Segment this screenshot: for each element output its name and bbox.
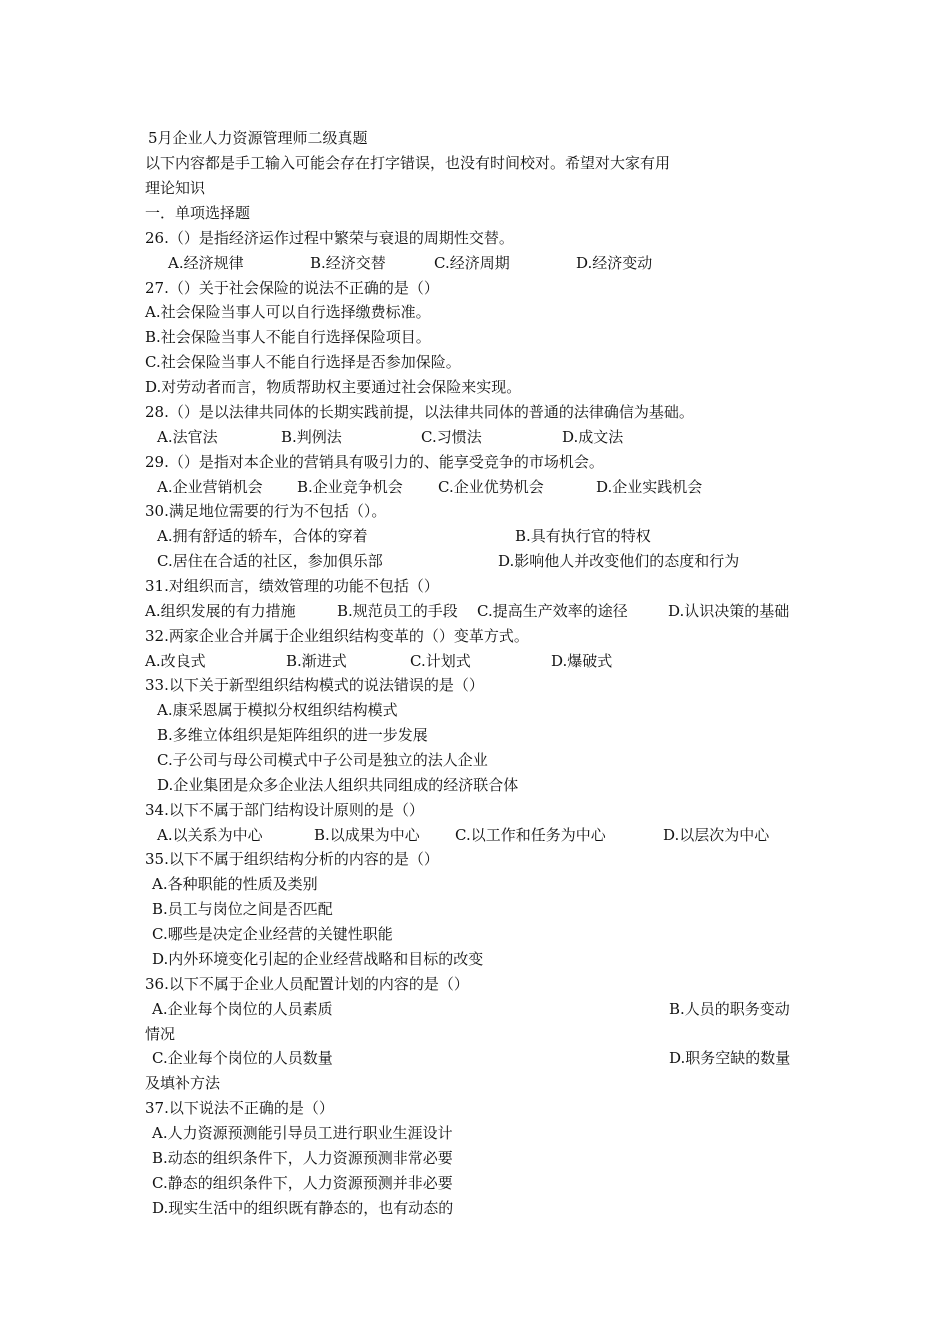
option-a: A.企业营销机会 <box>157 478 263 496</box>
doc-subtitle: 理论知识 <box>145 179 206 197</box>
question-26-stem: 26.（）是指经济运作过程中繁荣与衰退的周期性交替。 <box>145 229 514 247</box>
question-36-stem: 36.以下不属于企业人员配置计划的内容的是（） <box>145 975 469 993</box>
option-d: D.内外环境变化引起的企业经营战略和目标的改变 <box>152 950 484 968</box>
option-d: D.企业实践机会 <box>596 478 703 496</box>
option-c: C.社会保险当事人不能自行选择是否参加保险。 <box>145 353 461 371</box>
option-d: D.认识决策的基础 <box>668 602 790 620</box>
option-c: C.企业优势机会 <box>438 478 544 496</box>
option-d-continued: 及填补方法 <box>145 1074 221 1092</box>
section-heading: 一．单项选择题 <box>145 204 251 222</box>
option-c: C.居住在合适的社区，参加俱乐部 <box>157 552 383 570</box>
question-30-stem: 30.满足地位需要的行为不包括（）。 <box>145 502 387 520</box>
question-35-stem: 35.以下不属于组织结构分析的内容的是（） <box>145 850 439 868</box>
option-c: C.企业每个岗位的人员数量 <box>152 1049 333 1067</box>
option-b: B.判例法 <box>281 428 342 446</box>
option-a: A.社会保险当事人可以自行选择缴费标准。 <box>145 303 431 321</box>
option-b: B.以成果为中心 <box>314 826 420 844</box>
question-27-stem: 27.（）关于社会保险的说法不正确的是（） <box>145 279 439 297</box>
option-b: B.经济交替 <box>310 254 386 272</box>
question-31-stem: 31.对组织而言，绩效管理的功能不包括（） <box>145 577 439 595</box>
option-b-continued: 情况 <box>145 1025 176 1043</box>
option-b: B.渐进式 <box>286 652 347 670</box>
option-d: D.职务空缺的数量 <box>669 1049 791 1067</box>
option-a: A.组织发展的有力措施 <box>145 602 296 620</box>
option-a: A.企业每个岗位的人员素质 <box>152 1000 333 1018</box>
option-d: D.对劳动者而言，物质帮助权主要通过社会保险来实现。 <box>145 378 522 396</box>
option-d: D.爆破式 <box>551 652 613 670</box>
doc-intro: 以下内容都是手工输入可能会存在打字错误，也没有时间校对。希望对大家有用 <box>145 154 671 172</box>
option-a: A.经济规律 <box>168 254 244 272</box>
option-d: D.成文法 <box>562 428 624 446</box>
option-b: B.动态的组织条件下，人力资源预测非常必要 <box>152 1149 453 1167</box>
option-c: C.提高生产效率的途径 <box>477 602 628 620</box>
question-33-stem: 33.以下关于新型组织结构模式的说法错误的是（） <box>145 676 484 694</box>
option-d: D.以层次为中心 <box>663 826 770 844</box>
doc-title: 5月企业人力资源管理师二级真题 <box>148 129 368 147</box>
option-d: D.影响他人并改变他们的态度和行为 <box>498 552 740 570</box>
option-a: A.法官法 <box>157 428 218 446</box>
question-37-stem: 37.以下说法不正确的是（） <box>145 1099 334 1117</box>
option-c: C.以工作和任务为中心 <box>455 826 606 844</box>
option-b: B.多维立体组织是矩阵组织的进一步发展 <box>157 726 428 744</box>
option-d: D.现实生活中的组织既有静态的，也有动态的 <box>152 1199 454 1217</box>
question-28-stem: 28.（）是以法律共同体的长期实践前提，以法律共同体的普通的法律确信为基础。 <box>145 403 694 421</box>
option-b: B.人员的职务变动 <box>669 1000 790 1018</box>
option-b: B.社会保险当事人不能自行选择保险项目。 <box>145 328 431 346</box>
option-b: B.员工与岗位之间是否匹配 <box>152 900 333 918</box>
option-d: D.企业集团是众多企业法人组织共同组成的经济联合体 <box>157 776 519 794</box>
option-c: C.静态的组织条件下，人力资源预测并非必要 <box>152 1174 453 1192</box>
option-a: A.各种职能的性质及类别 <box>152 875 318 893</box>
option-c: C.子公司与母公司模式中子公司是独立的法人企业 <box>157 751 488 769</box>
question-34-stem: 34.以下不属于部门结构设计原则的是（） <box>145 801 424 819</box>
option-b: B.规范员工的手段 <box>337 602 458 620</box>
option-c: C.计划式 <box>410 652 471 670</box>
option-d: D.经济变动 <box>576 254 653 272</box>
option-a: A.人力资源预测能引导员工进行职业生涯设计 <box>152 1124 453 1142</box>
question-29-stem: 29.（）是指对本企业的营销具有吸引力的、能享受竞争的市场机会。 <box>145 453 604 471</box>
option-b: B.企业竞争机会 <box>297 478 403 496</box>
question-32-stem: 32.两家企业合并属于企业组织结构变革的（）变革方式。 <box>145 627 529 645</box>
option-c: C.习惯法 <box>421 428 482 446</box>
option-b: B.具有执行官的特权 <box>515 527 651 545</box>
option-a: A.拥有舒适的轿车，合体的穿着 <box>157 527 368 545</box>
option-c: C.哪些是决定企业经营的关键性职能 <box>152 925 393 943</box>
option-a: A.改良式 <box>145 652 206 670</box>
option-c: C.经济周期 <box>434 254 510 272</box>
option-a: A.康采恩属于模拟分权组织结构模式 <box>157 701 398 719</box>
option-a: A.以关系为中心 <box>157 826 263 844</box>
